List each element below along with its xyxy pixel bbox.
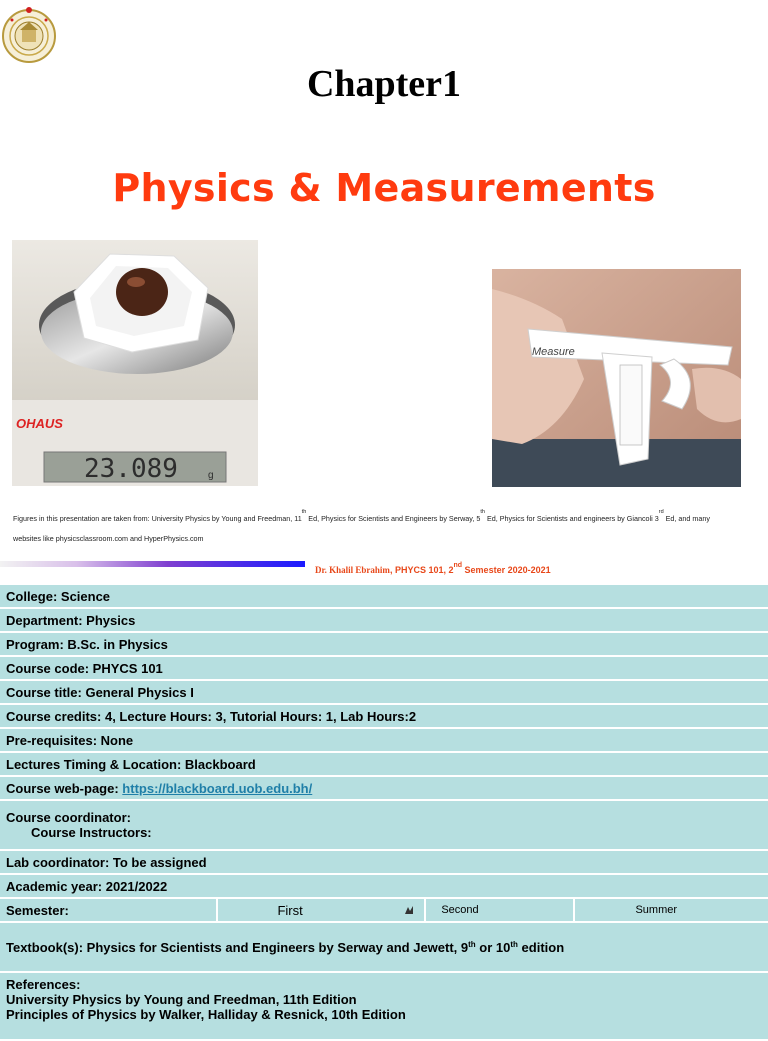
course-title-cell: Course title: General Physics I [0,681,768,703]
table-row [0,753,768,775]
author-name: Dr. Khalil Ebrahim [315,565,390,575]
table-row [0,899,768,921]
references-cell [0,973,768,1039]
table-row [0,681,768,703]
textbook-text-2: or 10 [475,939,511,955]
author-line [315,562,551,575]
textbook-sup-2: th [510,939,518,949]
university-seal-logo [0,0,58,68]
subject-title: Physics & Measurements [112,166,656,210]
textbook-text-3: edition [517,939,565,955]
textbook-cell [0,923,768,971]
credits-sup-1: th [301,509,307,515]
program-cell: Program: B.Sc. in Physics [0,633,768,655]
table-row [0,923,768,971]
table-row [0,801,768,849]
college-cell: College: Science [0,585,768,607]
caliper-label: Measure [532,346,575,358]
semester-label: Semester: [0,899,216,921]
semester-second-label: Second [441,904,479,916]
credits-text-4: Ed, and many [663,514,710,523]
author-course: , PHYCS 101, 2 [389,565,454,575]
author-semester: Semester 2020-2021 [462,565,551,575]
lab-coordinator-cell: Lab coordinator: To be assigned [0,851,768,873]
table-row [0,729,768,751]
cursor-mark-icon [403,904,415,916]
course-webpage-cell [0,777,768,799]
gradient-divider [0,561,305,567]
author-sup: nd [453,562,463,569]
lectures-timing-cell: Lectures Timing & Location: Blackboard [0,753,768,775]
department-cell: Department: Physics [0,609,768,631]
semester-option-first[interactable]: First [216,899,424,921]
semester-option-second[interactable] [424,899,573,921]
reference-2: Principles of Physics by Walker, Halliday & Resnick, 10th Edition [6,1007,406,1022]
figure-credits [13,502,753,549]
coordinator-label: Course coordinator: [6,810,131,825]
credits-sup-2: th [480,509,485,515]
course-code-cell: Course code: PHYCS 101 [0,657,768,679]
webpage-label: Course web-page: [6,780,123,796]
scale-photo [12,240,258,486]
credits-text-2: Ed, Physics for Scientists and Engineers by Serway, 5 [306,514,481,523]
table-row [0,973,768,1039]
scale-readout: 23.089 [84,454,178,484]
credits-sup-3: rd [658,509,664,515]
credits-text-1: Figures in this presentation are taken from: University Physics by Young and Freedman, 11 [13,514,302,523]
references-label: References: [6,977,81,992]
textbook-text-1: Textbook(s): Physics for Scientists and Engineers by Serway and Jewett, 9 [6,939,469,955]
semester-option-summer[interactable]: Summer [573,899,768,921]
scale-unit: g [208,470,214,481]
academic-year-cell: Academic year: 2021/2022 [0,875,768,897]
ohaus-brand: OHAUS [16,416,63,431]
course-credits-cell: Course credits: 4, Lecture Hours: 3, Tutorial Hours: 1, Lab Hours:2 [0,705,768,727]
credits-text-line2: websites like physicsclassroom.com and HyperPhysics.com [13,534,204,543]
course-webpage-link[interactable]: https://blackboard.uob.edu.bh/ [122,780,313,796]
coordinator-cell [0,801,768,849]
semester-cell [0,899,768,921]
table-row [0,705,768,727]
table-row [0,609,768,631]
chapter-title: Chapter1 [306,63,462,105]
reference-1: University Physics by Young and Freedman, 11th Edition [6,992,357,1007]
course-info-table [0,583,768,1041]
prerequisites-cell: Pre-requisites: None [0,729,768,751]
instructors-label: Course Instructors: [31,825,152,840]
table-row [0,633,768,655]
credits-text-3: Ed, Physics for Scientists and engineers by Giancoli 3 [484,514,659,523]
table-row [0,777,768,799]
table-row [0,851,768,873]
textbook-sup-1: th [468,939,476,949]
table-row [0,875,768,897]
caliper-photo [492,269,741,487]
table-row [0,657,768,679]
table-row [0,585,768,607]
